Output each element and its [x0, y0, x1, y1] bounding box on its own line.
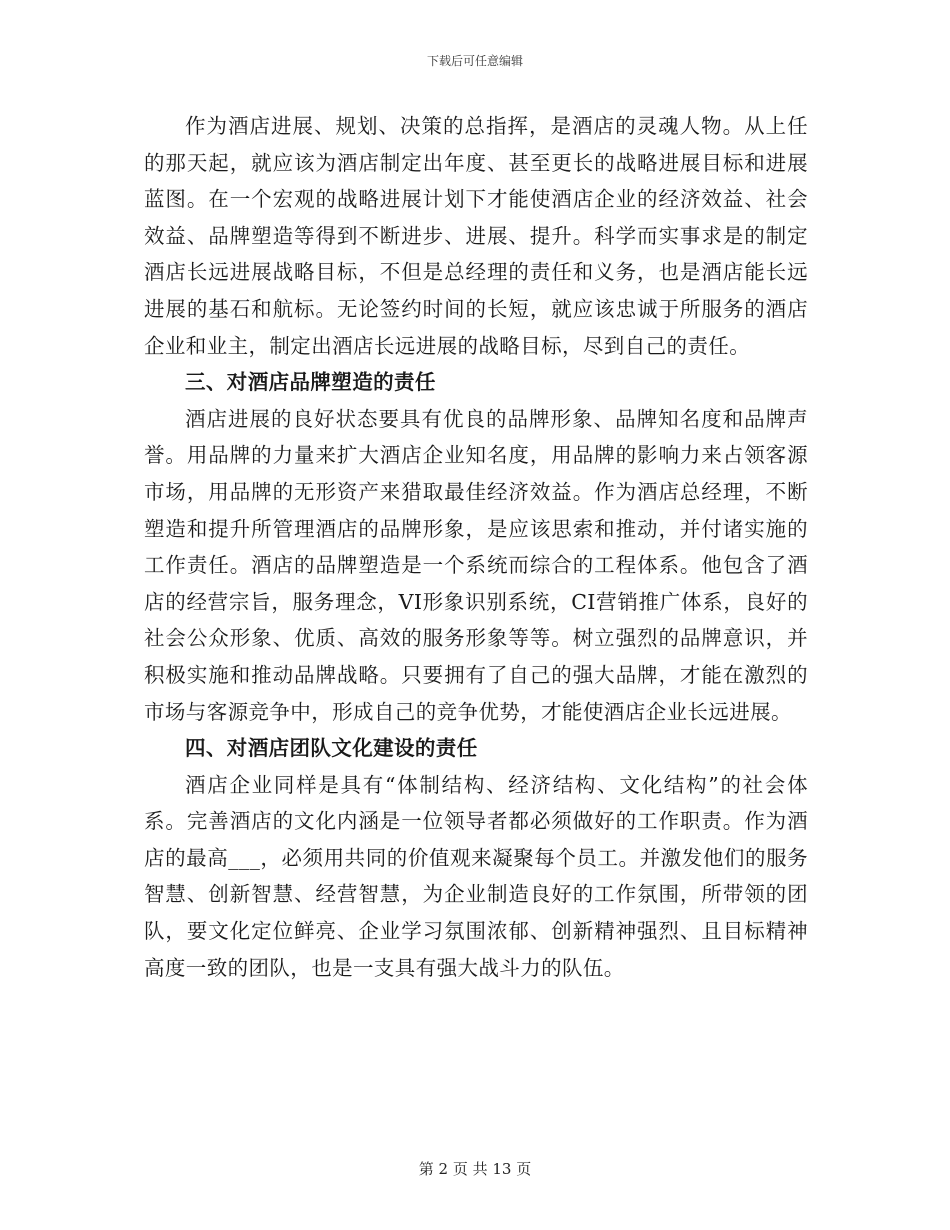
paragraph-strategy: 作为酒店进展、规划、决策的总指挥，是酒店的灵魂人物。从上任的那天起，就应该为酒店制定出年度、甚至更长的战略进展目标和进展蓝图。在一个宏观的战略进展计划下才能使酒店企业的经济效益、社会效益、品牌塑造等得到不断进步、进展、提升。科学而实事求是的制定酒店长远进展战略目标，不但是总经理的责任和义务，也是酒店能长远进展的基石和航标。无论签约时间的长短，就应该忠诚于所服务的酒店企业和业主，制定出酒店长远进展的战略目标，尽到自己的责任。 [144, 114, 808, 358]
section-heading-brand: 三、对酒店品牌塑造的责任 [185, 370, 436, 395]
paragraph-team-culture: 酒店企业同样是具有“体制结构、经济结构、文化结构”的社会体系。完善酒店的文化内涵是一位领导者都必须做好的工作职责。作为酒店的最高___，必须用共同的价值观来凝聚每个员工。并激发他们的服务智慧、创新智慧、经营智慧，为企业制造良好的工作氛围，所带领的团队，要文化定位鲜亮、企业学习氛围浓郁、创新精神强烈、且目标精神高度一致的团队，也是一支具有强大战斗力的队伍。 [144, 772, 808, 980]
document-body [144, 108, 808, 986]
page-header: 下载后可任意编辑 [426, 54, 523, 68]
page-number-footer: 第 2 页 共 13 页 [418, 1160, 532, 1178]
section-heading-team-culture: 四、对酒店团队文化建设的责任 [185, 736, 478, 761]
paragraph-brand: 酒店进展的良好状态要具有优良的品牌形象、品牌知名度和品牌声誉。用品牌的力量来扩大酒店企业知名度，用品牌的影响力来占领客源市场，用品牌的无形资产来猎取最佳经济效益。作为酒店总经理，不断塑造和提升所管理酒店的品牌形象，是应该思索和推动，并付诸实施的工作责任。酒店的品牌塑造是一个系统而综合的工程体系。他包含了酒店的经营宗旨，服务理念，VI形象识别系统，CI营销推广体系，良好的社会公众形象、优质、高效的服务形象等等。树立强烈的品牌意识，并积极实施和推动品牌战略。只要拥有了自己的强大品牌，才能在激烈的市场与客源竞争中，形成自己的竞争优势，才能使酒店企业长远进展。 [144, 406, 808, 724]
